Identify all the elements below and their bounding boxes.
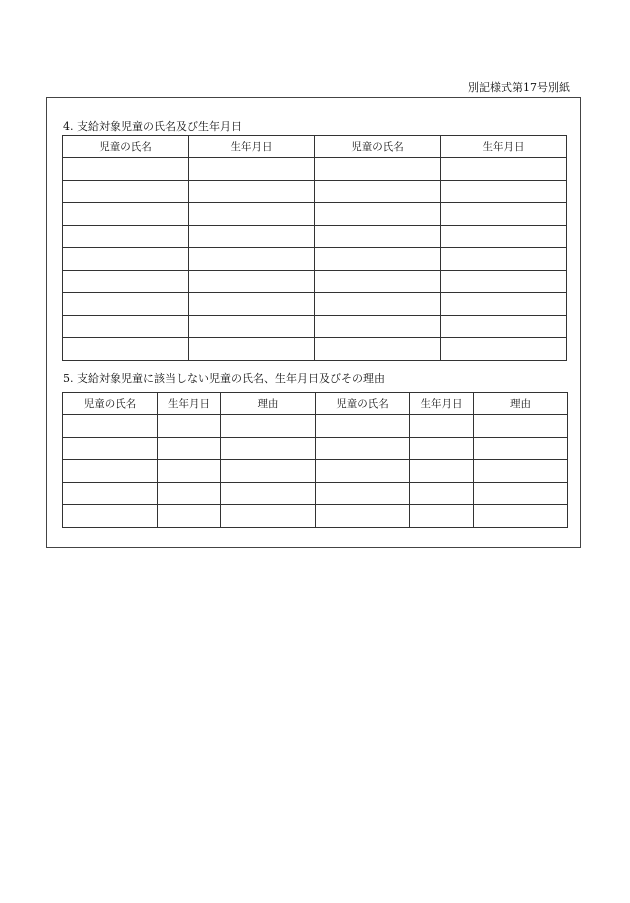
table-cell[interactable] [315, 338, 441, 361]
header-child-name: 児童の氏名 [63, 393, 158, 415]
table-cell[interactable] [158, 415, 221, 438]
table-row [63, 293, 567, 316]
table-cell[interactable] [63, 415, 158, 438]
table-cell[interactable] [441, 248, 567, 271]
table-cell[interactable] [63, 505, 158, 528]
header-reason: 理由 [221, 393, 316, 415]
table-cell[interactable] [315, 293, 441, 316]
table-cell[interactable] [474, 505, 568, 528]
table-cell[interactable] [63, 293, 189, 316]
section-4-title: 4. 支給対象児童の氏名及び生年月日 [63, 120, 242, 133]
table-cell[interactable] [63, 270, 189, 293]
header-child-name: 児童の氏名 [316, 393, 410, 415]
table-row [63, 315, 567, 338]
table-cell[interactable] [189, 180, 315, 203]
children-eligible-table [62, 135, 567, 361]
table-cell[interactable] [474, 460, 568, 483]
table-cell[interactable] [63, 225, 189, 248]
table-row [63, 505, 568, 528]
table-cell[interactable] [315, 180, 441, 203]
table-row [63, 158, 567, 181]
table-cell[interactable] [315, 315, 441, 338]
header-child-name: 児童の氏名 [63, 136, 189, 158]
table-row [63, 415, 568, 438]
table-cell[interactable] [158, 437, 221, 460]
table-cell[interactable] [63, 482, 158, 505]
table-row [63, 270, 567, 293]
table-cell[interactable] [189, 293, 315, 316]
header-birth-date: 生年月日 [189, 136, 315, 158]
table-cell[interactable] [63, 203, 189, 226]
table-cell[interactable] [410, 505, 474, 528]
children-ineligible-rows [63, 415, 568, 528]
table-row [63, 180, 567, 203]
table-cell[interactable] [410, 482, 474, 505]
table-cell[interactable] [189, 315, 315, 338]
table-cell[interactable] [63, 315, 189, 338]
header-birth-date: 生年月日 [410, 393, 474, 415]
table-row [63, 248, 567, 271]
table-cell[interactable] [316, 505, 410, 528]
table-cell[interactable] [63, 158, 189, 181]
table-cell[interactable] [410, 415, 474, 438]
table-row [63, 203, 567, 226]
table-cell[interactable] [441, 293, 567, 316]
table-cell[interactable] [316, 415, 410, 438]
table-cell[interactable] [315, 248, 441, 271]
table-cell[interactable] [63, 437, 158, 460]
section-5-title: 5. 支給対象児童に該当しない児童の氏名、生年月日及びその理由 [63, 372, 385, 385]
table-cell[interactable] [158, 505, 221, 528]
table-row [63, 225, 567, 248]
table-cell[interactable] [189, 203, 315, 226]
table-cell[interactable] [474, 437, 568, 460]
table-cell[interactable] [441, 225, 567, 248]
table-cell[interactable] [315, 158, 441, 181]
header-reason: 理由 [474, 393, 568, 415]
table-cell[interactable] [316, 482, 410, 505]
table-cell[interactable] [316, 460, 410, 483]
table-cell[interactable] [441, 180, 567, 203]
table-cell[interactable] [63, 460, 158, 483]
table-header-row [63, 136, 567, 158]
table-cell[interactable] [441, 270, 567, 293]
table-cell[interactable] [63, 248, 189, 271]
header-birth-date: 生年月日 [441, 136, 567, 158]
header-child-name: 児童の氏名 [315, 136, 441, 158]
table-cell[interactable] [474, 415, 568, 438]
table-cell[interactable] [315, 203, 441, 226]
table-cell[interactable] [315, 270, 441, 293]
table-cell[interactable] [441, 203, 567, 226]
table-cell[interactable] [221, 460, 316, 483]
table-cell[interactable] [158, 482, 221, 505]
table-cell[interactable] [158, 460, 221, 483]
table-cell[interactable] [315, 225, 441, 248]
table-cell[interactable] [441, 315, 567, 338]
table-cell[interactable] [221, 505, 316, 528]
form-frame [46, 97, 581, 548]
table-cell[interactable] [474, 482, 568, 505]
table-cell[interactable] [410, 437, 474, 460]
table-cell[interactable] [316, 437, 410, 460]
table-header-row [63, 393, 568, 415]
table-row [63, 482, 568, 505]
table-cell[interactable] [441, 158, 567, 181]
table-row [63, 338, 567, 361]
table-cell[interactable] [189, 158, 315, 181]
table-cell[interactable] [410, 460, 474, 483]
table-cell[interactable] [189, 248, 315, 271]
table-cell[interactable] [63, 338, 189, 361]
table-cell[interactable] [441, 338, 567, 361]
table-row [63, 460, 568, 483]
table-cell[interactable] [221, 415, 316, 438]
table-cell[interactable] [221, 482, 316, 505]
table-cell[interactable] [63, 180, 189, 203]
children-eligible-rows [63, 158, 567, 361]
table-cell[interactable] [189, 225, 315, 248]
table-cell[interactable] [189, 270, 315, 293]
children-ineligible-table [62, 392, 568, 528]
table-cell[interactable] [189, 338, 315, 361]
form-identifier: 別記様式第17号別紙 [468, 81, 570, 94]
table-row [63, 437, 568, 460]
table-cell[interactable] [221, 437, 316, 460]
header-birth-date: 生年月日 [158, 393, 221, 415]
